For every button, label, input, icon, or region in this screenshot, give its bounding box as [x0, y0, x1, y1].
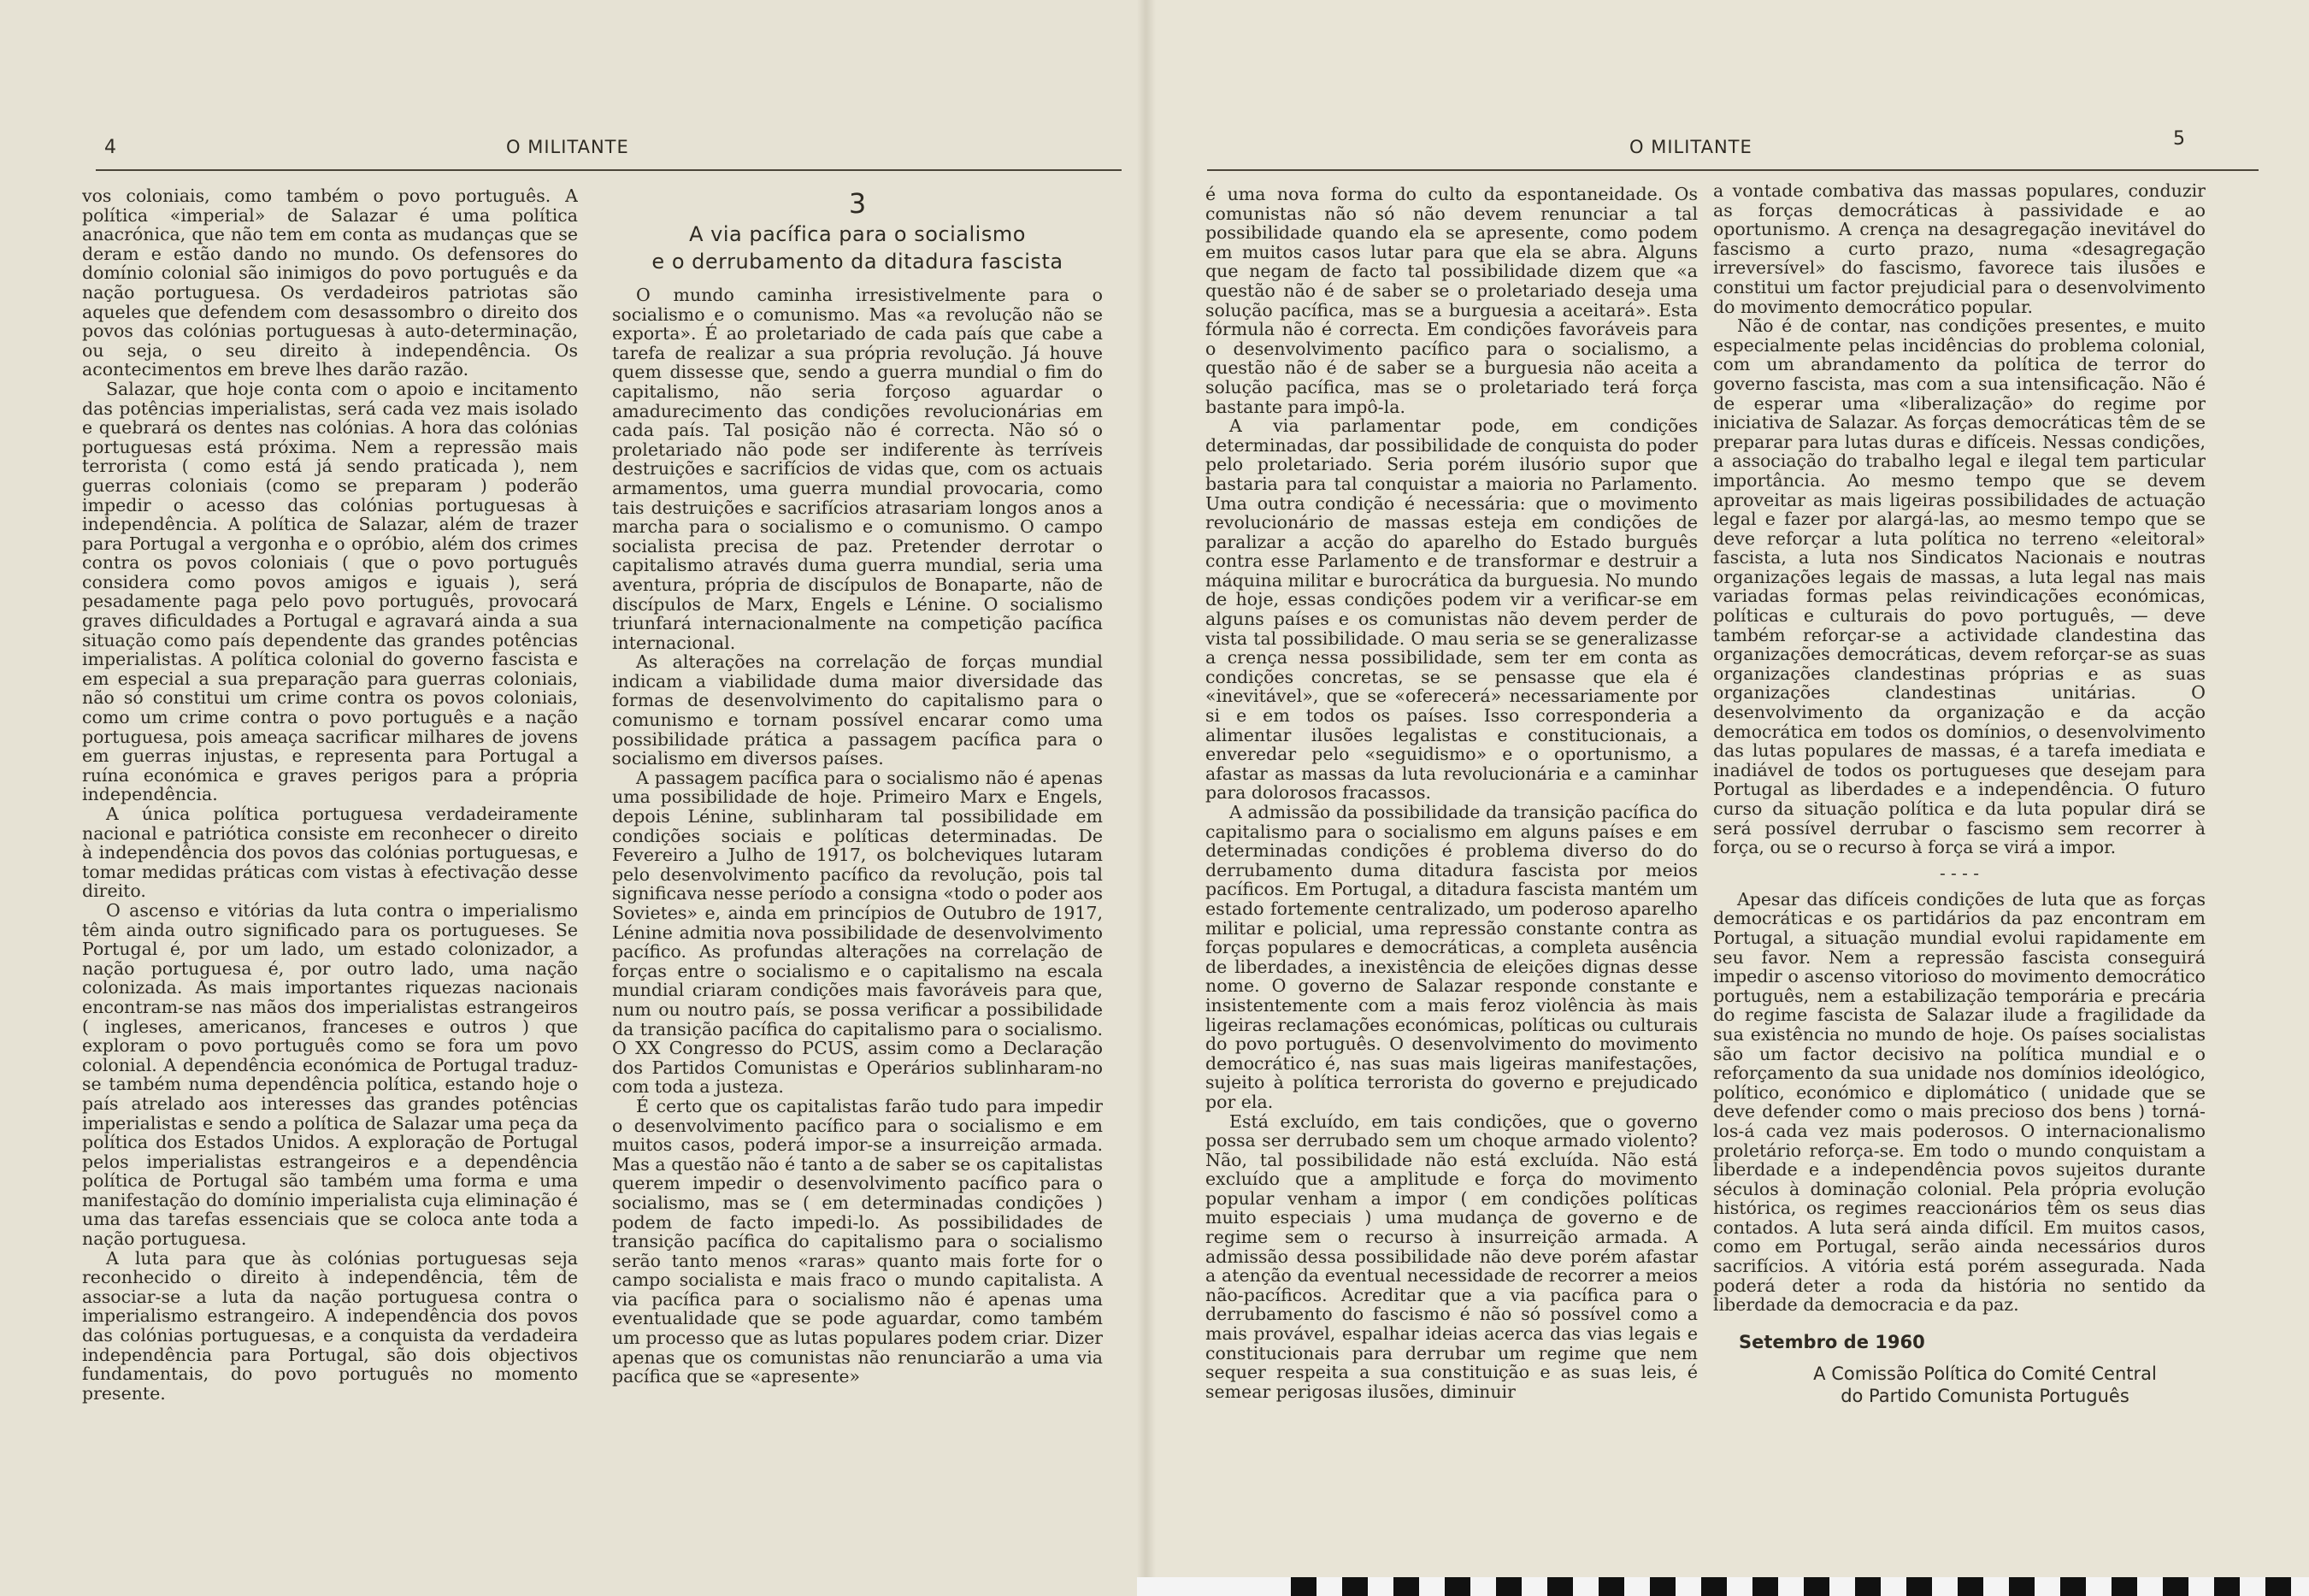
scale-bar: [1137, 1577, 2309, 1596]
paragraph: O ascenso e vitórias da luta contra o imperialismo têm ainda outro significado para os portugueses. Se Portugal é, por um lado, um estado colonizador, a nação portuguesa é, por outro lado, uma nação colonizada. As mais importantes riquezas nacionais encontram-se nas mãos dos imperialistas estrangeiros ( ingleses, americanos, franceses e outros ) que exploram o povo português como se fora um povo colonial. A dependência económica de Portugal traduz-se também numa dependência política, estando hoje o país atrelado aos interesses das grandes potências imperialistas e sendo a política de Salazar uma peça da política dos Estados Unidos. A exploração de Portugal pelos imperialistas estrangeiros e a dependência política de Portugal são também uma forma e uma manifestação do domínio imperialista cuja eliminação é uma das tarefas essenciais que se coloca ante toda a nação portuguesa.: [82, 899, 578, 1250]
text-column-4: [1713, 181, 2206, 1498]
section-separator: - - - -: [1939, 862, 1980, 883]
paragraph: A admissão da possibilidade da transição pacífica do capitalismo para o socialismo em alguns países e em determinadas condições é problema diverso do do derrubamento duma ditadura fascista por meios pacíficos. Em Portugal, a ditadura fascista mantém um estado fortemente centralizado, um poderoso aparelho militar e policial, uma repressão constante contra as forças populares e democráticas, a completa ausência de liberdades, a inexistência de eleições dignas desse nome. O governo de Salazar responde constante e insistentemente com a mais feroz violência às mais ligeiras reclamações económicas, políticas ou culturais do povo português. O desenvolvimento do movimento democrático é, nas suas mais ligeiras manifestações, sujeito à política terrorista do governo e prejudicado por ela.: [1205, 802, 1698, 1112]
right-page: [1146, 0, 2309, 1596]
header-rule: [1207, 169, 2259, 171]
section-number: 3: [848, 187, 867, 220]
paragraph: Salazar, que hoje conta com o apoio e incitamento das potências imperialistas, será cada vez mais isolado e quebrará os dentes nas colónias. A hora das colónias portuguesas está próxima. Nem a repressão mais terrorista ( como está já sendo praticada ), nem guerras coloniais (como se preparam ) poderão impedir o acesso das colónias portuguesas à independência. A política de Salazar, além de trazer para Portugal a vergonha e o opróbio, além dos crimes contra os povos coloniais ( que o povo português considera como povos amigos e iguais ), será pesadamente paga pelo povo português, provocará graves dificuldades a Portugal e agravará ainda a sua situação como país dependente das grandes potências imperialistas. A política colonial do governo fascista e em especial a sua preparação para guerras coloniais, não só constitui um crime contra os povos coloniais, como um crime contra o povo português e a nação portuguesa, pois ameaça sacrificar milhares de jovens em guerras injustas, e representa para Portugal a ruína económica e graves perigos para a própria independência.: [82, 378, 578, 805]
paragraph: a vontade combativa das massas populares, conduzir as forças democráticas à passividade e ao oportunismo. A crença na desagregação inevitável do fascismo a curto prazo, numa «desagregação irreversível» do fascismo, favorece tais ilusões e constitui um factor prejudicial para o desenvolvimento do movimento democrático popular.: [1713, 181, 2206, 317]
left-page: [0, 0, 1146, 1596]
signature-line: do Partido Comunista Português: [1841, 1385, 2129, 1406]
dateline: Setembro de 1960: [1739, 1331, 1925, 1352]
article-heading: [612, 186, 1103, 275]
paragraph: A única política portuguesa verdadeiramente nacional e patriótica consiste em reconhecer o direito à independência dos povos das colónias portuguesas, e tomar medidas práticas com vistas à efectivação desse direito.: [82, 804, 578, 902]
paragraph: vos coloniais, como também o povo português. A política «imperial» de Salazar é uma política anacrónica, que não tem em conta as mudanças que se deram e estão dando no mundo. Os defensores do domínio colonial são inimigos do povo português e da nação portuguesa. Os verdadeiros patriotas são aqueles que defendem com desassombro o direito dos povos das colónias portuguesas à auto-determinação, ou seja, o seu direito à independência. Os acontecimentos em breve lhes darão razão.: [82, 186, 578, 380]
paragraph: Está excluído, em tais condições, que o governo possa ser derrubado sem um choque armado violento? Não, tal possibilidade não está excluída. Não está excluído que a amplitude e força do movimento popular venham a impor ( em condições políticas muito especiais ) uma mudança de governo e de regime sem o recurso à insurreição armada. A admissão dessa possibilidade não deve porém afastar a atenção da eventual necessidade de recorrer a meios não-pacíficos. Acreditar que a via pacífica para o derrubamento do fascismo é não só possível como a mais provável, espalhar ideias acerca das vias legais e constitucionais para derrubar um regime que nem sequer respeita a sua constituição e as suas leis, é semear perigosas ilusões, diminuir: [1205, 1110, 1698, 1402]
paragraph: É certo que os capitalistas farão tudo para impedir o desenvolvimento pacífico para o socialismo e em muitos casos, poderá impor-se a insurreição armada. Mas a questão não é tanto a de saber se os capitalistas querem impedir o desenvolvimento pacífico para o socialismo, mas se ( em determinadas condições ) podem de facto impedi-lo. As possibilidades de transição pacífica do capitalismo para o socialismo serão tanto menos «raras» quanto mais forte for o campo socialista e mais fraco o mundo capitalista. A via pacífica para o socialismo não é apenas uma eventualidade que se pode aguardar, como também um processo que as lutas populares podem criar. Dizer apenas que os comunistas não renunciarão a uma via pacífica que se «apresente»: [612, 1095, 1103, 1387]
center-fold: [1137, 0, 1156, 1596]
text-column-2: [612, 186, 1103, 1486]
paragraph: Apesar das difíceis condições de luta que as forças democráticas e os partidários da paz encontram em Portugal, a situação mundial evolui rapidamente em seu favor. Nem a repressão fascista conseguirá impedir o ascenso vitorioso do movimento democrático português, nem a estabilização temporária e precária do regime fascista de Salazar ilude a fragilidade da sua existência no mundo de hoje. Os países socialistas são um factor decisivo na política mundial e o reforçamento da sua unidade nos domínios ideológico, político, económico e diplomático ( unidade que se deve defender como o mais precioso dos bens ) torná-los-á cada vez mais poderosos. O internacionalismo proletário reforça-se. Em todo o mundo conquistam a liberdade e a independência povos sujeitos durante séculos à dominação colonial. Pela própria evolução histórica, os regimes reaccionários têm os seus dias contados. A luta será ainda difícil. Em muitos casos, como em Portugal, serão ainda necessários duros sacrifícios. A vitória está porém assegurada. Nada poderá deter a roda da história no sentido da liberdade da democracia e da paz.: [1713, 888, 2206, 1316]
header-rule: [96, 169, 1122, 171]
paragraph: O mundo caminha irresistivelmente para o socialismo e o comunismo. Mas «a revolução não se exporta». É ao proletariado de cada país que cabe a tarefa de realizar a sua própria revolução. Já houve quem dissesse que, sendo a guerra mundial o fim do capitalismo, não seria forçoso aguardar o amadurecimento das condições revolucionárias em cada país. Tal posição não é correcta. Não só o proletariado não pode ser indiferente às terríveis destruições e sacrifícios de vidas que, com os actuais armamentos, uma guerra mundial provocaria, como tais destruições e sacrifícios atrasariam longos anos a marcha para o socialismo e o comunismo. O campo socialista precisa de paz. Pretender derrotar o capitalismo através duma guerra mundial, seria uma aventura, própria de discípulos de Bonaparte, não de discípulos de Marx, Engels e Lénine. O socialismo triunfará internacionalmente na competição pacífica internacional.: [612, 285, 1103, 653]
signature-line: A Comissão Política do Comité Central: [1813, 1363, 2157, 1384]
text-column-3: [1205, 185, 1698, 1467]
paragraph: é uma nova forma do culto da espontaneidade. Os comunistas não só não devem renunciar a tal possibilidade quando ela se apresente, como podem em muitos casos lutar para que ela se abra. Alguns que negam de facto tal possibilidade dizem que «a questão não é de saber se o proletariado deseja uma solução pacífica, mas se a burguesia a aceitará». Esta fórmula não é correcta. Em condições favoráveis para o desenvolvimento pacífico para o socialismo, a questão não é de saber se a burguesia não aceita a solução pacífica, mas se o proletariado terá força bastante para impô-la.: [1205, 185, 1698, 417]
paragraph: Não é de contar, nas condições presentes, e muito especialmente pelas incidências do problema colonial, com um abrandamento da política de terror do governo fascista, mas com a sua intensificação. Não é de esperar uma «liberalização» do regime por iniciativa de Salazar. As forças democráticas têm de se preparar para lutas duras e difíceis. Nessas condições, a associação do trabalho legal e ilegal tem particular importância. Ao mesmo tempo que se devem aproveitar as mais ligeiras possibilidades de actuação legal e fazer por alargá-las, ao mesmo tempo que se deve reforçar a luta política no terreno «eleitoral» fascista, a luta nos Sindicatos Nacionais e noutras organizações legais de massas, a luta legal nas mais variadas formas pelas reivindicações económicas, políticas e culturais do povo português, — deve também reforçar-se a actividade clandestina das organizações democráticas, devem reforçar-se as suas organizações clandestinas próprias e as suas organizações clandestinas unitárias. O desenvolvimento da organização e da acção democrática em todos os domínios, o desenvolvimento das lutas populares de massas, é a tarefa imediata e inadiável de todos os portugueses que desejam para Portugal as liberdades e a independência. O futuro curso da situação política e da luta popular dirá se será possível derrubar o fascismo sem recorrer à força, ou se o recurso à força se virá a impor.: [1713, 315, 2206, 858]
paragraph: A via parlamentar pode, em condições determinadas, dar possibilidade de conquista do poder pelo proletariado. Seria porém ilusório supor que bastaria para tal conquistar a maioria no Parlamento. Uma outra condição é necessária: que o movimento revolucionário de massas esteja em condições de paralizar a acção do aparelho do Estado burguês contra esse Parlamento e de transformar e destruir a máquina militar e burocrática da burguesia. No mundo de hoje, essas condições podem vir a verificar-se em alguns países e os comunistas não devem perder de vista tal possibilidade. O mau seria se se generalizasse a crença nessa possibilidade, sem ter em conta as condições concretas, se se pensasse que ela é «inevitável», que se «oferecerá» necessariamente por si e em todos os países. Isso corresponderia a alimentar ilusões legalistas e constitucionais, a enveredar pelo «seguidismo» e o oportunismo, a afastar as massas da luta revolucionária e a caminhar para dolorosos fracassos.: [1205, 415, 1698, 804]
paragraph: A luta para que às colónias portuguesas seja reconhecido o direito à independência, têm de associar-se a luta da nação portuguesa contra o imperialismo estrangeiro. A independência dos povos das colónias portuguesas, e a conquista da verdadeira independência para Portugal, são dois objectivos fundamentais, do povo português no momento presente.: [82, 1247, 578, 1404]
paragraph: As alterações na correlação de forças mundial indicam a viabilidade duma maior diversidade das formas de desenvolvimento do capitalismo para o comunismo e tornam possível encarar como uma possibilidade prática a passagem pacífica para o socialismo em diversos países.: [612, 651, 1103, 769]
signature: [1713, 1363, 2206, 1407]
page-number: 5: [2173, 128, 2185, 150]
paragraph: A passagem pacífica para o socialismo não é apenas uma possibilidade de hoje. Primeiro Marx e Engels, depois Lénine, sublinharam tal possibilidade em condições sociais e políticas determinadas. De Fevereiro a Julho de 1917, os bolcheviques lutaram pelo desenvolvimento pacífico da revolução, pois tal significava nesse período a consigna «todo o poder aos Sovietes» e, ainda em princípios de Outubro de 1917, Lénine admitia nova possibilidade de desenvolvimento pacífico. As profundas alterações na correlação de forças entre o socialismo e o capitalismo na escala mundial criaram condições mais favoráveis para que, num ou noutro país, se possa verificar a possibilidade da transição pacífica do capitalismo para o socialismo. O XX Congresso do PCUS, assim como a Declaração dos Partidos Comunistas e Operários sublinharam-no com toda a justeza.: [612, 767, 1103, 1098]
running-head: O MILITANTE: [506, 137, 629, 157]
article-title: e o derrubamento da ditadura fascista: [651, 250, 1063, 274]
scale-bar-lead: [1137, 1577, 1265, 1596]
page-number: 4: [104, 137, 116, 158]
article-title: A via pacífica para o socialismo: [689, 222, 1026, 246]
running-head: O MILITANTE: [1629, 137, 1752, 157]
text-column-1: [82, 186, 578, 1486]
